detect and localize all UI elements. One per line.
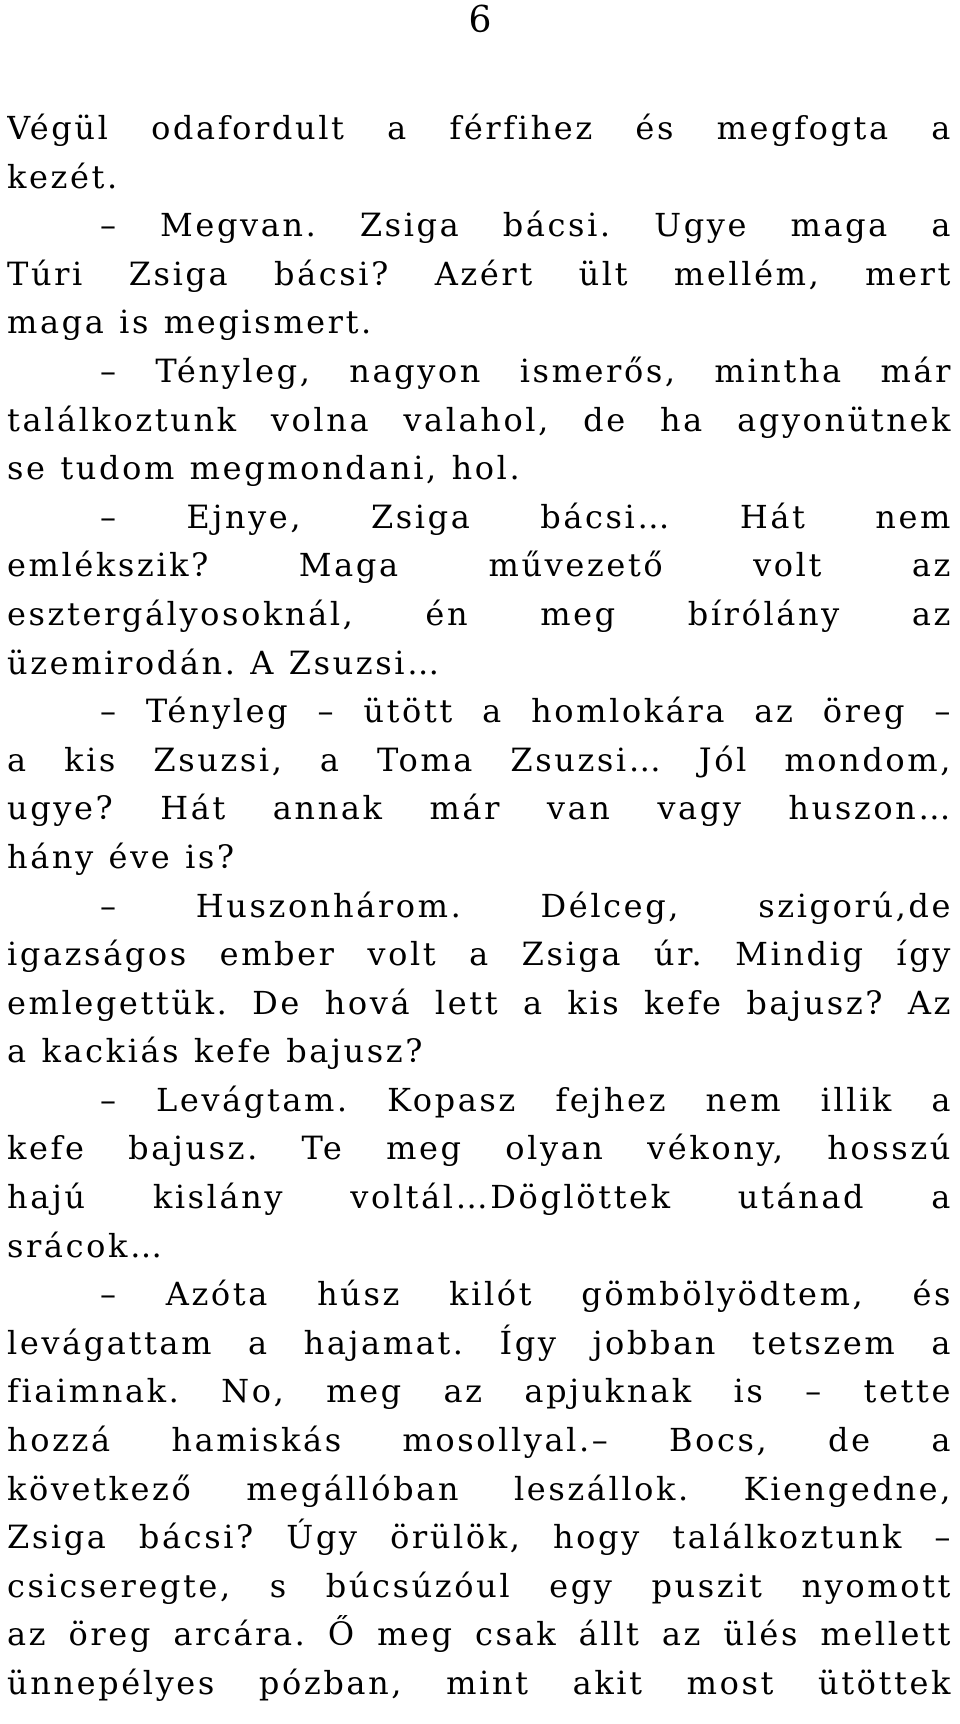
text-line: a kackiás kefe bajusz?	[7, 1032, 425, 1071]
text-line: se tudom megmondani, hol.	[7, 449, 523, 488]
text-line: emlegettük. De hová lett a kis kefe bajusz? Az	[7, 983, 953, 1022]
text-line: levágattam a hajamat. Így jobban tetszem a	[7, 1323, 953, 1362]
text-line: hány éve is?	[7, 837, 237, 876]
page-number: 6	[468, 0, 492, 41]
text-line: találkoztunk volna valahol, de ha agyonütnek	[7, 400, 953, 439]
text-line: ünnepélyes pózban, mint akit most ütöttek	[7, 1664, 953, 1702]
text-line: fiaimnak. No, meg az apjuknak is – tette	[7, 1372, 953, 1411]
text-line: csicseregte, s búcsúzóul egy puszit nyomott	[7, 1566, 953, 1605]
text-line: Végül odafordult a férfihez és megfogta a	[7, 109, 953, 147]
text-line: maga is megismert.	[7, 303, 374, 342]
text-line: Zsiga bácsi? Úgy örülök, hogy találkoztunk –	[7, 1518, 953, 1557]
text-line: üzemirodán. A Zsuzsi…	[7, 643, 442, 682]
text-line: – Ejnye, Zsiga bácsi… Hát nem	[100, 497, 953, 536]
text-line: az öreg arcára. Ő meg csak állt az ülés mellett	[7, 1615, 953, 1654]
text-line: Túri Zsiga bácsi? Azért ült mellém, mert	[7, 254, 953, 293]
text-line: kezét.	[7, 157, 120, 196]
text-line: esztergályosoknál, én meg bírólány az	[7, 594, 953, 633]
text-line: hozzá hamiskás mosollyal.– Bocs, de a	[7, 1421, 953, 1460]
text-line: igazságos ember volt a Zsiga úr. Mindig így	[7, 935, 953, 974]
text-line: a kis Zsuzsi, a Toma Zsuzsi… Jól mondom,	[7, 740, 953, 779]
text-line: emlékszik? Maga művezető volt az	[7, 546, 953, 585]
text-line: – Tényleg – ütött a homlokára az öreg –	[100, 692, 953, 731]
text-line: – Megvan. Zsiga bácsi. Ugye maga a	[100, 206, 953, 245]
text-line: hajú kislány voltál…Döglöttek utánad a	[7, 1178, 953, 1217]
text-line: – Huszonhárom. Délceg, szigorú,de	[100, 886, 953, 925]
text-line: következő megállóban leszállok. Kiengedne,	[7, 1469, 953, 1508]
text-line: – Levágtam. Kopasz fejhez nem illik a	[100, 1080, 953, 1119]
text-line: – Tényleg, nagyon ismerős, mintha már	[100, 351, 953, 390]
body-text	[7, 104, 953, 1708]
text-line: srácok…	[7, 1226, 165, 1265]
text-line: kefe bajusz. Te meg olyan vékony, hosszú	[7, 1129, 953, 1168]
text-line: ugye? Hát annak már van vagy huszon…	[7, 789, 953, 828]
text-line: – Azóta húsz kilót gömbölyödtem, és	[100, 1275, 953, 1314]
